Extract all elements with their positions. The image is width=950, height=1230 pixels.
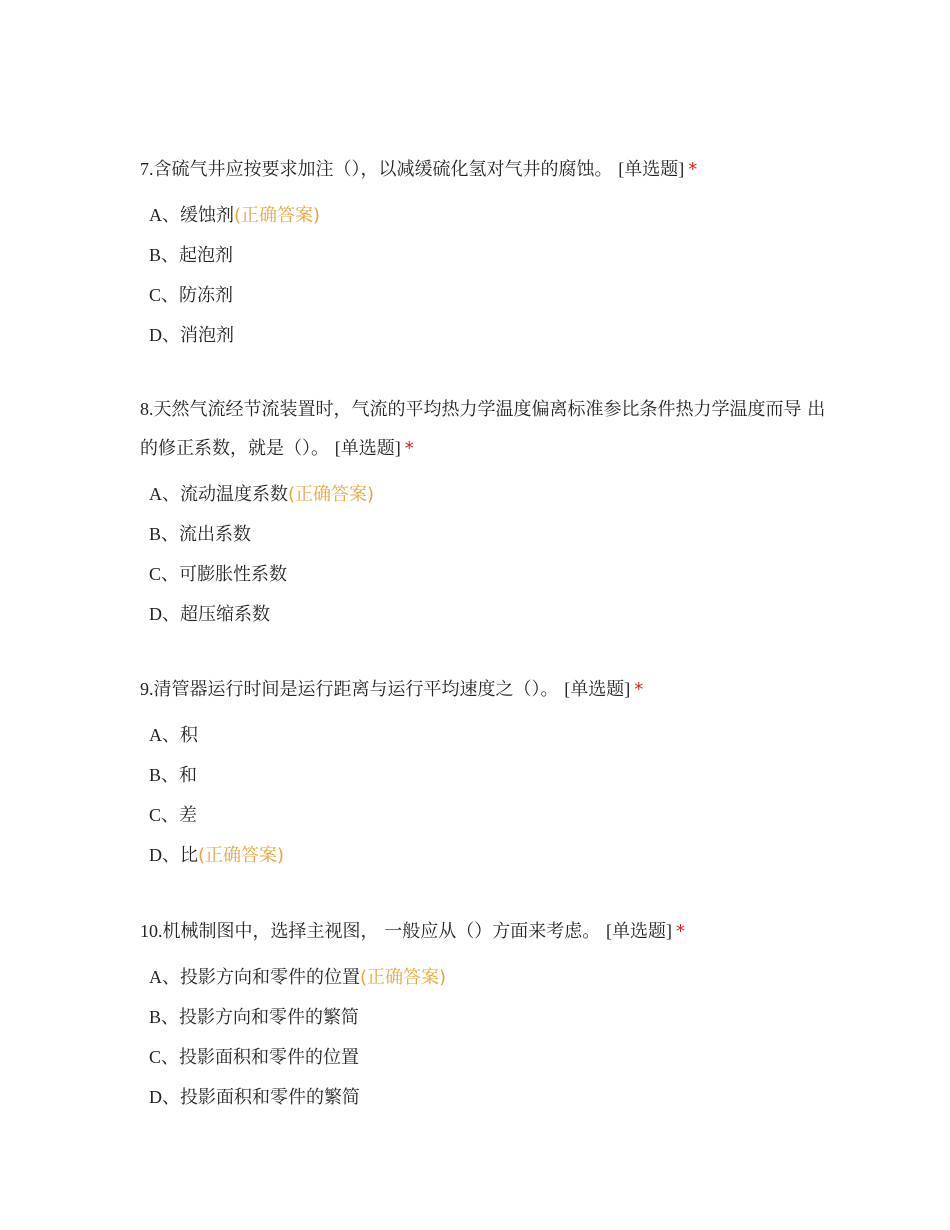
option-letter: A、: [149, 484, 180, 504]
option-text: 投影面积和零件的繁简: [180, 1087, 360, 1108]
question-text: 机械制图中，选择主视图， 一般应从（）方面来考虑。: [162, 921, 601, 942]
correct-answer-label: (正确答案): [234, 205, 321, 226]
question-type: [单选题]: [564, 679, 631, 699]
option-letter: C、: [149, 285, 180, 305]
option-text: 流动温度系数: [180, 484, 288, 505]
option-list: [140, 195, 830, 355]
option-c[interactable]: [149, 795, 830, 835]
option-letter: A、: [149, 967, 180, 987]
correct-answer-label: (正确答案): [198, 845, 285, 866]
option-text: 消泡剂: [180, 325, 234, 346]
option-letter: D、: [149, 845, 180, 865]
option-a[interactable]: [149, 957, 830, 997]
option-list: [140, 474, 830, 634]
option-d[interactable]: [149, 1077, 830, 1117]
option-a[interactable]: [149, 474, 830, 514]
option-text: 缓蚀剂: [180, 205, 234, 226]
question-text: 清管器运行时间是运行距离与运行平均速度之（）。: [153, 679, 559, 700]
option-text: 差: [179, 805, 198, 826]
required-marker: *: [634, 679, 644, 700]
option-text: 流出系数: [179, 524, 252, 545]
question-number: 9.: [140, 679, 154, 699]
option-text: 投影方向和零件的位置: [180, 967, 360, 988]
correct-answer-label: (正确答案): [360, 967, 447, 988]
question-title: [140, 670, 830, 709]
question-type: [单选题]: [605, 921, 672, 941]
option-letter: B、: [149, 245, 180, 265]
option-letter: B、: [149, 524, 180, 544]
option-text: 投影面积和零件的位置: [179, 1047, 360, 1068]
option-letter: C、: [149, 805, 180, 825]
question-type: [单选题]: [618, 159, 685, 179]
option-letter: D、: [149, 604, 180, 624]
required-marker: *: [688, 159, 698, 180]
option-text: 起泡剂: [179, 245, 234, 266]
option-c[interactable]: [149, 554, 830, 594]
option-letter: C、: [149, 564, 180, 584]
option-c[interactable]: [149, 1037, 830, 1077]
option-letter: B、: [149, 1007, 180, 1027]
question-text: 含硫气井应按要求加注（），以减缓硫化氢对气井的腐蚀。: [153, 159, 613, 180]
option-list: [140, 715, 830, 875]
option-b[interactable]: [149, 235, 830, 275]
question-text: 天然气流经节流装置时，气流的平均热力学温度偏离标准参比条件热力学温度而导 出的修正系数，就是（）。: [140, 399, 826, 459]
required-marker: *: [404, 438, 414, 459]
option-text: 比: [180, 845, 198, 866]
option-letter: A、: [149, 205, 180, 225]
option-a[interactable]: [149, 195, 830, 235]
question-8: [140, 390, 830, 634]
question-number: 7.: [140, 159, 154, 179]
option-text: 可膨胀性系数: [179, 564, 288, 585]
option-text: 和: [179, 765, 198, 786]
option-text: 防冻剂: [179, 285, 234, 306]
option-letter: C、: [149, 1047, 180, 1067]
option-text: 投影方向和零件的繁简: [179, 1007, 360, 1028]
option-d[interactable]: [149, 835, 830, 875]
option-letter: D、: [149, 325, 180, 345]
option-b[interactable]: [149, 514, 830, 554]
option-text: 积: [180, 725, 198, 746]
option-c[interactable]: [149, 275, 830, 315]
question-9: [140, 670, 830, 875]
option-text: 超压缩系数: [180, 604, 270, 625]
question-title: [140, 150, 830, 189]
option-letter: D、: [149, 1087, 180, 1107]
question-title: [140, 912, 830, 951]
option-d[interactable]: [149, 315, 830, 355]
question-7: [140, 150, 830, 355]
question-title: [140, 390, 830, 468]
question-number: 10.: [140, 921, 163, 941]
option-b[interactable]: [149, 997, 830, 1037]
option-letter: B、: [149, 765, 180, 785]
option-letter: A、: [149, 725, 180, 745]
option-b[interactable]: [149, 755, 830, 795]
required-marker: *: [675, 921, 685, 942]
option-d[interactable]: [149, 594, 830, 634]
question-number: 8.: [140, 399, 154, 419]
question-10: [140, 912, 830, 1117]
option-list: [140, 957, 830, 1117]
question-type: [单选题]: [334, 438, 401, 458]
option-a[interactable]: [149, 715, 830, 755]
correct-answer-label: (正确答案): [288, 484, 375, 505]
